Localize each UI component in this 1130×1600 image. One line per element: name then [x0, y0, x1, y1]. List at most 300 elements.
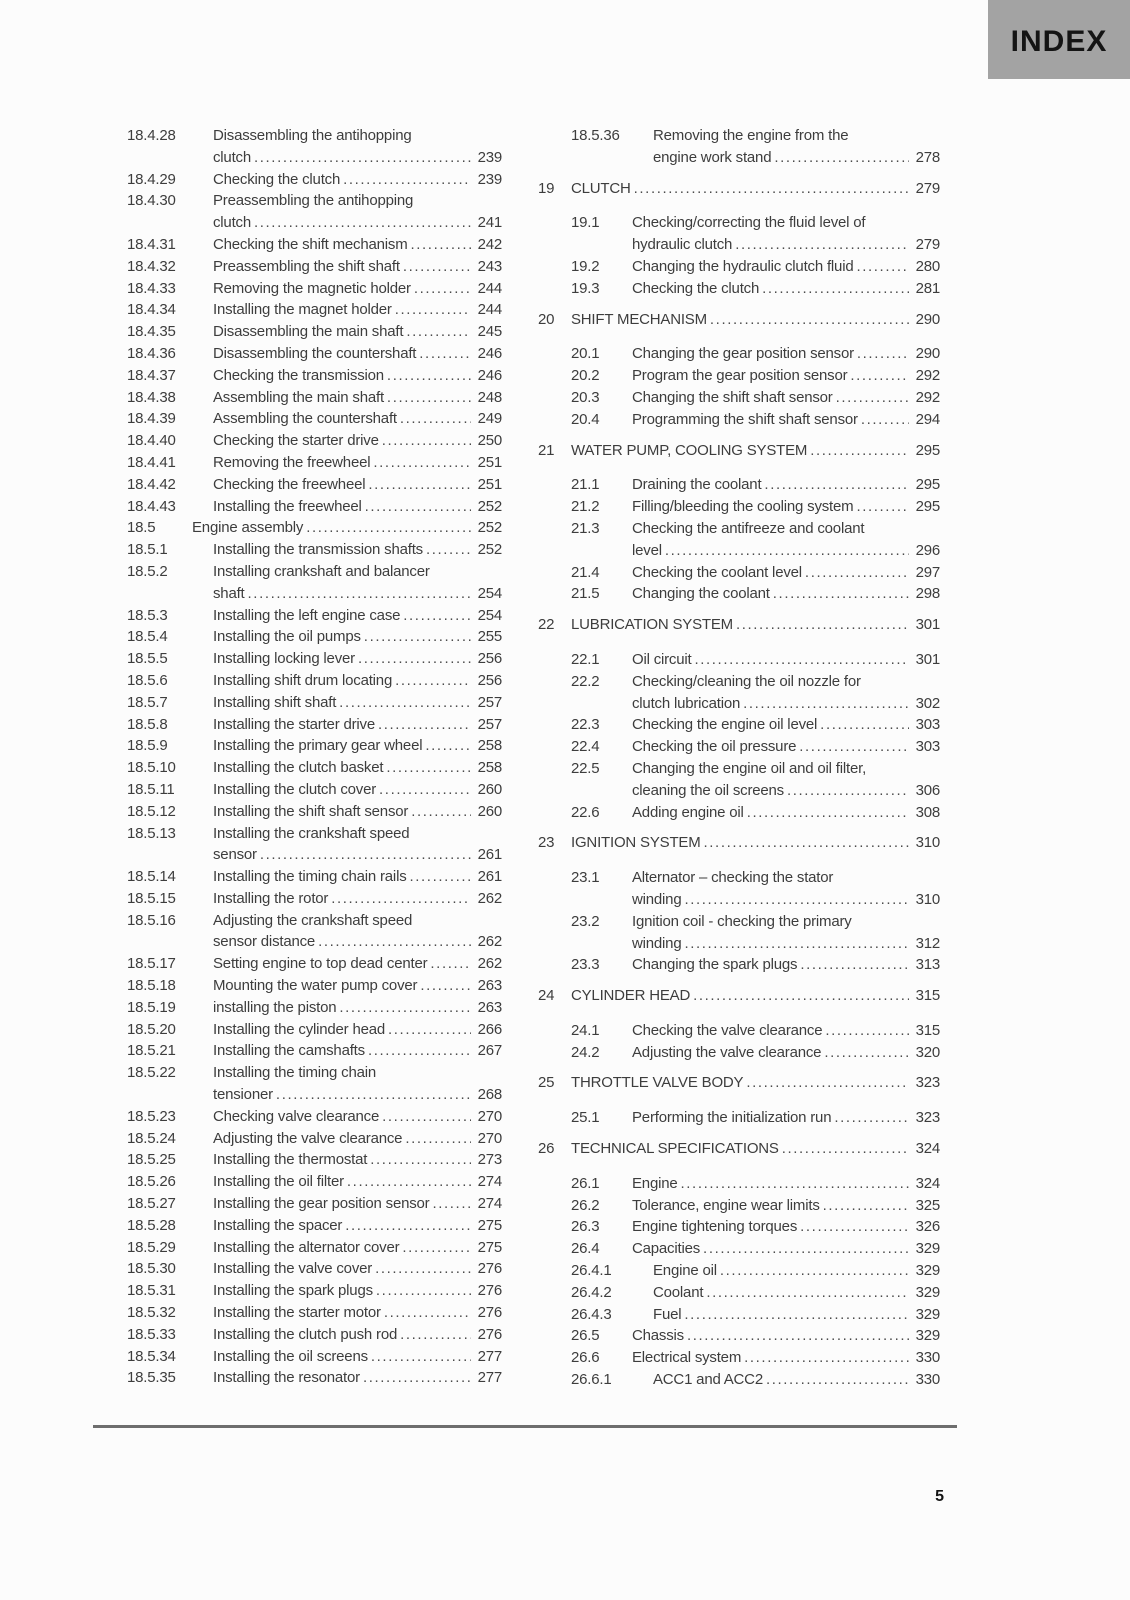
toc-entry-line — [213, 953, 502, 975]
toc-entry-page: 251 — [477, 453, 502, 471]
toc-entry-page: 242 — [477, 235, 502, 253]
leader-dots — [406, 321, 471, 343]
toc-entry — [127, 1128, 502, 1150]
leader-dots — [861, 409, 909, 431]
toc-entry-number: 18.4.40 — [127, 432, 176, 450]
toc-entry-page: 243 — [477, 257, 502, 275]
toc-entry — [538, 409, 940, 431]
leader-dots — [432, 1193, 471, 1215]
toc-entry-number: 18.5.25 — [127, 1151, 176, 1169]
toc-entry-number: 26 — [538, 1140, 555, 1158]
toc-entry-line — [213, 735, 502, 757]
leader-dots — [384, 1302, 471, 1324]
toc-entry-line — [213, 1040, 502, 1062]
toc-entry-line — [632, 409, 940, 431]
toc-entry — [538, 671, 940, 715]
toc-entry-line — [213, 539, 502, 561]
toc-entry-title: Installing the left engine case — [213, 606, 401, 624]
leader-dots — [850, 365, 909, 387]
toc-entry-body — [213, 626, 502, 648]
toc-entry-page: 245 — [477, 323, 502, 341]
toc-entry-line — [213, 408, 502, 430]
toc-entry-body — [632, 1042, 940, 1064]
toc-entry — [538, 1173, 940, 1195]
leader-dots — [403, 256, 471, 278]
toc-entry-page: 266 — [477, 1020, 502, 1038]
toc-entry-body — [632, 343, 940, 365]
toc-entry-number: 22.6 — [571, 803, 600, 821]
toc-entry-body — [213, 1193, 502, 1215]
toc-entry-body — [192, 517, 502, 539]
toc-entry-line — [571, 1138, 940, 1160]
toc-entry — [538, 1195, 940, 1217]
toc-entry-line — [632, 278, 940, 300]
toc-entry-body — [653, 1282, 940, 1304]
toc-entry-line — [213, 1280, 502, 1302]
leader-dots — [347, 1171, 471, 1193]
toc-entry-body — [653, 1260, 940, 1282]
toc-entry-page: 303 — [915, 738, 940, 756]
toc-entry-number: 18.5.10 — [127, 759, 176, 777]
leader-dots — [774, 147, 909, 169]
toc-entry — [538, 1282, 940, 1304]
leader-dots — [420, 975, 471, 997]
toc-entry-number: 18.4.28 — [127, 127, 176, 144]
toc-entry-line — [213, 430, 502, 452]
leader-dots — [405, 1128, 471, 1150]
toc-entry — [127, 1149, 502, 1171]
toc-entry-title: Installing the gear position sensor — [213, 1195, 430, 1213]
toc-entry-line — [213, 1346, 502, 1368]
toc-entry-number: 18.4.37 — [127, 366, 176, 384]
toc-entry-body — [571, 614, 940, 636]
toc-entry-body — [571, 1072, 940, 1094]
toc-entry-line — [632, 1238, 940, 1260]
toc-entry-page: 257 — [477, 693, 502, 711]
toc-entry-body — [632, 1173, 940, 1195]
leader-dots — [787, 780, 909, 802]
toc-entry — [127, 256, 502, 278]
toc-entry-title: sensor distance — [213, 933, 316, 951]
toc-entry-title: THROTTLE VALVE BODY — [571, 1074, 744, 1092]
toc-entry-title: Installing the oil filter — [213, 1173, 344, 1191]
toc-entry-number: 19.1 — [571, 214, 600, 232]
leader-dots — [395, 670, 471, 692]
toc-entry-page: 298 — [915, 585, 940, 603]
toc-entry — [127, 801, 502, 823]
toc-entry-title: Installing the shift shaft sensor — [213, 802, 409, 820]
toc-entry-line — [632, 649, 940, 671]
toc-entry-number: 26.1 — [571, 1174, 600, 1192]
leader-dots — [425, 735, 471, 757]
toc-entry-title: shaft — [213, 584, 245, 602]
leader-dots — [825, 1020, 909, 1042]
toc-entry-body — [213, 1367, 502, 1389]
toc-entry — [538, 758, 940, 802]
toc-entry-number: 22.2 — [571, 672, 600, 690]
toc-entry — [538, 256, 940, 278]
toc-entry-body — [632, 1020, 940, 1042]
toc-entry-page: 241 — [477, 214, 502, 232]
toc-entry-line — [213, 866, 502, 888]
toc-entry-number: 22 — [538, 616, 555, 634]
toc-entry-title: Installing the primary gear wheel — [213, 737, 423, 755]
leader-dots — [373, 452, 471, 474]
toc-entry-body — [213, 648, 502, 670]
toc-entry-body — [213, 561, 502, 605]
toc-entry-line — [213, 823, 502, 845]
toc-entry-body — [213, 169, 502, 191]
toc-entry-line — [632, 234, 940, 256]
toc-entry — [127, 539, 502, 561]
toc-entry — [127, 1019, 502, 1041]
toc-entry-line — [213, 692, 502, 714]
leader-dots — [856, 256, 909, 278]
toc-entry-body — [653, 1369, 940, 1391]
toc-entry-title: Installing the camshafts — [213, 1042, 365, 1060]
toc-entry-line — [213, 496, 502, 518]
toc-entry-line — [632, 387, 940, 409]
toc-entry-title: installing the piston — [213, 998, 337, 1016]
toc-entry-title: Changing the shift shaft sensor — [632, 388, 833, 406]
toc-entry-body — [632, 736, 940, 758]
toc-entry-line — [213, 931, 502, 953]
toc-entry-page: 239 — [477, 170, 502, 188]
leader-dots — [710, 309, 909, 331]
toc-entry-page: 323 — [915, 1074, 940, 1092]
toc-entry-number: 21.4 — [571, 563, 600, 581]
toc-entry-body — [213, 1237, 502, 1259]
toc-entry-page: 301 — [915, 616, 940, 634]
toc-entry-page: 262 — [477, 889, 502, 907]
toc-entry-title: Capacities — [632, 1240, 701, 1258]
toc-entry-page: 313 — [915, 956, 940, 974]
toc-entry-title: Installing the starter motor — [213, 1304, 381, 1322]
toc-entry-page: 310 — [915, 834, 940, 852]
toc-entry-number: 18.5.9 — [127, 737, 168, 755]
toc-entry-title: Checking/correcting the fluid level of — [632, 214, 866, 232]
toc-entry-line — [653, 1282, 940, 1304]
leader-dots — [810, 440, 909, 462]
toc-entry-title: LUBRICATION SYSTEM — [571, 616, 733, 634]
toc-entry-title: Filling/bleeding the cooling system — [632, 498, 854, 516]
toc-entry-line — [653, 1260, 940, 1282]
toc-entry — [127, 1367, 502, 1389]
toc-entry-line — [213, 321, 502, 343]
toc-entry-page: 278 — [915, 148, 940, 166]
toc-entry — [127, 343, 502, 365]
toc-entry-number: 26.6.1 — [571, 1371, 612, 1389]
leader-dots — [388, 1019, 471, 1041]
leader-dots — [856, 496, 909, 518]
toc-entry-line — [213, 387, 502, 409]
toc-entry-page: 279 — [915, 236, 940, 254]
toc-entry-title: Installing the crankshaft speed — [213, 824, 410, 842]
toc-entry-body — [213, 670, 502, 692]
toc-entry-number: 18.4.38 — [127, 388, 176, 406]
toc-entry-page: 274 — [477, 1195, 502, 1213]
toc-entry-page: 254 — [477, 584, 502, 602]
toc-entry-page: 302 — [915, 694, 940, 712]
toc-entry — [538, 387, 940, 409]
toc-entry-body — [571, 1138, 940, 1160]
toc-entry-title: Installing the transmission shafts — [213, 541, 423, 559]
toc-entry-title: Oil circuit — [632, 650, 692, 668]
toc-entry-number: 23.3 — [571, 956, 600, 974]
toc-entry — [538, 1072, 940, 1094]
toc-entry-line — [632, 693, 940, 715]
toc-entry-number: 18.5.6 — [127, 671, 168, 689]
toc-entry — [127, 670, 502, 692]
toc-entry-line — [213, 670, 502, 692]
toc-entry-number: 26.4.3 — [571, 1305, 612, 1323]
toc-entry-page: 276 — [477, 1282, 502, 1300]
leader-dots — [800, 954, 909, 976]
toc-entry-line — [653, 1304, 940, 1326]
toc-entry-number: 18.5.27 — [127, 1195, 176, 1213]
toc-entry-title: Checking the clutch — [213, 170, 341, 188]
toc-entry-number: 25 — [538, 1074, 555, 1092]
toc-entry-line — [653, 1369, 940, 1391]
leader-dots — [403, 605, 471, 627]
toc-entry-title: Installing the cylinder head — [213, 1020, 386, 1038]
toc-entry — [538, 1107, 940, 1129]
toc-entry — [127, 910, 502, 954]
toc-entry-number: 18.5.21 — [127, 1042, 176, 1060]
toc-entry-number: 25.1 — [571, 1109, 600, 1127]
toc-entry-page: 260 — [477, 802, 502, 820]
toc-entry-number: 18.5.28 — [127, 1216, 176, 1234]
toc-entry-number: 26.4.1 — [571, 1262, 612, 1280]
toc-entry — [127, 278, 502, 300]
toc-entry-line — [632, 802, 940, 824]
toc-entry-body — [632, 867, 940, 911]
toc-entry-body — [213, 910, 502, 954]
toc-entry-line — [213, 1215, 502, 1237]
toc-entry-title: Electrical system — [632, 1349, 742, 1367]
toc-entry-line — [571, 1072, 940, 1094]
index-tab — [988, 0, 1130, 79]
leader-dots — [684, 1304, 909, 1326]
toc-entry-page: 306 — [915, 781, 940, 799]
toc-entry-page: 262 — [477, 933, 502, 951]
toc-entry — [127, 125, 502, 169]
toc-entry-number: 24.1 — [571, 1021, 600, 1039]
toc-entry-page: 330 — [915, 1371, 940, 1389]
toc-entry-page: 244 — [477, 301, 502, 319]
toc-entry-line — [213, 365, 502, 387]
toc-entry — [127, 365, 502, 387]
toc-entry-line — [213, 801, 502, 823]
leader-dots — [704, 832, 909, 854]
toc-entry-page: 295 — [915, 498, 940, 516]
leader-dots — [419, 343, 471, 365]
leader-dots — [694, 649, 909, 671]
toc-entry-number: 18.4.31 — [127, 235, 176, 253]
toc-entry-page: 263 — [477, 998, 502, 1016]
toc-entry-title: clutch — [213, 148, 251, 166]
toc-entry-title: CYLINDER HEAD — [571, 987, 691, 1005]
toc-entry-number: 18.5.22 — [127, 1064, 176, 1082]
toc-entry-title: Installing the clutch cover — [213, 780, 377, 798]
toc-entry-title: winding — [632, 890, 682, 908]
leader-dots — [665, 540, 909, 562]
toc-entry-title: Adjusting the crankshaft speed — [213, 911, 413, 929]
index-tab-label: INDEX — [1010, 25, 1108, 58]
toc-entry-title: Ignition coil - checking the primary — [632, 912, 852, 930]
toc-entry-title: TECHNICAL SPECIFICATIONS — [571, 1140, 779, 1158]
toc-entry-title: Checking valve clearance — [213, 1107, 380, 1125]
toc-entry-page: 261 — [477, 868, 502, 886]
toc-entry-title: SHIFT MECHANISM — [571, 310, 707, 328]
toc-entry-title: hydraulic clutch — [632, 236, 733, 254]
toc-entry-body — [213, 1258, 502, 1280]
toc-entry-line — [632, 212, 940, 234]
toc-entry-number: 18.5.2 — [127, 562, 168, 580]
toc-entry-body — [632, 802, 940, 824]
toc-entry-title: Removing the freewheel — [213, 453, 371, 471]
leader-dots — [805, 562, 909, 584]
toc-entry-page: 297 — [915, 563, 940, 581]
toc-entry-number: 18.5.7 — [127, 693, 168, 711]
toc-entry-title: Installing the valve cover — [213, 1260, 373, 1278]
toc-entry-title: Draining the coolant — [632, 476, 762, 494]
toc-entry-number: 18.5.29 — [127, 1238, 176, 1256]
toc-entry — [127, 757, 502, 779]
leader-dots — [836, 387, 909, 409]
toc-entry-body — [213, 299, 502, 321]
toc-entry-line — [213, 190, 502, 212]
toc-entry-line — [213, 888, 502, 910]
leader-dots — [681, 1173, 909, 1195]
leader-dots — [746, 1072, 909, 1094]
toc-entry-title: Assembling the countershaft — [213, 410, 397, 428]
leader-dots — [382, 1106, 471, 1128]
toc-entry-body — [213, 735, 502, 757]
toc-entry-line — [213, 452, 502, 474]
toc-entry-number: 20 — [538, 310, 555, 328]
toc-entry — [127, 692, 502, 714]
toc-entry-line — [632, 1173, 940, 1195]
leader-dots — [834, 1107, 909, 1129]
toc-entry — [538, 583, 940, 605]
toc-entry — [538, 714, 940, 736]
toc-entry-line — [632, 583, 940, 605]
toc-entry-page: 256 — [477, 671, 502, 689]
toc-entry-title: Checking/cleaning the oil nozzle for — [632, 672, 861, 690]
toc-entry-number: 18.4.41 — [127, 453, 176, 471]
toc-entry-body — [213, 823, 502, 867]
toc-entry-page: 239 — [477, 148, 502, 166]
toc-entry-line — [632, 671, 940, 693]
leader-dots — [414, 278, 471, 300]
toc-entry-title: Checking the freewheel — [213, 475, 366, 493]
toc-entry-body — [571, 832, 940, 854]
toc-entry-title: Tolerance, engine wear limits — [632, 1196, 820, 1214]
toc-entry-title: Installing the clutch push rod — [213, 1325, 398, 1343]
toc-entry-page: 276 — [477, 1260, 502, 1278]
toc-entry-page: 329 — [915, 1327, 940, 1345]
toc-entry — [538, 1138, 940, 1160]
toc-entry-line — [213, 1171, 502, 1193]
toc-entry-number: 26.3 — [571, 1218, 600, 1236]
toc-entry-line — [213, 147, 502, 169]
toc-entry-title: Checking the antifreeze and coolant — [632, 519, 865, 537]
toc-entry-line — [192, 517, 502, 539]
toc-entry-number: 19 — [538, 179, 555, 197]
toc-entry-title: Changing the hydraulic clutch fluid — [632, 257, 854, 275]
toc-entry-line — [213, 256, 502, 278]
toc-entry-title: Installing shift shaft — [213, 693, 337, 711]
toc-entry-number: 18.5.13 — [127, 824, 176, 842]
leader-dots — [430, 953, 471, 975]
toc-entry-body — [213, 1040, 502, 1062]
toc-entry — [127, 735, 502, 757]
toc-entry-page: 246 — [477, 366, 502, 384]
toc-entry-title: tensioner — [213, 1086, 273, 1104]
toc-entry-title: Changing the engine oil and oil filter, — [632, 759, 867, 777]
toc-entry-number: 26.2 — [571, 1196, 600, 1214]
toc-entry-page: 294 — [915, 410, 940, 428]
toc-entry-line — [632, 867, 940, 889]
leader-dots — [411, 801, 471, 823]
leader-dots — [824, 1042, 909, 1064]
leader-dots — [387, 387, 471, 409]
toc-entry-number: 18.5.5 — [127, 650, 168, 668]
toc-entry — [127, 474, 502, 496]
toc-entry — [127, 953, 502, 975]
toc-entry-line — [632, 1195, 940, 1217]
toc-entry-body — [213, 997, 502, 1019]
toc-entry-title: Installing the clutch basket — [213, 759, 384, 777]
leader-dots — [762, 278, 909, 300]
toc-entry-number: 18.5.26 — [127, 1173, 176, 1191]
leader-dots — [744, 1347, 909, 1369]
toc-entry-body — [213, 190, 502, 234]
toc-entry-title: Engine tightening torques — [632, 1218, 798, 1236]
toc-entry-number: 22.3 — [571, 716, 600, 734]
leader-dots — [386, 757, 471, 779]
toc-entry — [127, 1040, 502, 1062]
leader-dots — [747, 802, 909, 824]
toc-entry-number: 20.2 — [571, 367, 600, 385]
toc-entry-page: 275 — [477, 1238, 502, 1256]
leader-dots — [358, 648, 471, 670]
toc-entry — [127, 169, 502, 191]
toc-entry-number: 22.4 — [571, 738, 600, 756]
toc-entry — [538, 802, 940, 824]
leader-dots — [363, 1367, 471, 1389]
toc-entry-page: 315 — [915, 1021, 940, 1039]
leader-dots — [376, 1280, 471, 1302]
toc-entry-line — [213, 1062, 502, 1084]
leader-dots — [331, 888, 471, 910]
leader-dots — [720, 1260, 909, 1282]
toc-entry-line — [213, 714, 502, 736]
leader-dots — [766, 1369, 909, 1391]
toc-entry-line — [632, 1216, 940, 1238]
leader-dots — [400, 1324, 471, 1346]
toc-entry — [127, 1215, 502, 1237]
toc-entry-page: 329 — [915, 1262, 940, 1280]
toc-entry-line — [632, 1020, 940, 1042]
toc-entry-page: 330 — [915, 1349, 940, 1367]
toc-entry-page: 273 — [477, 1151, 502, 1169]
toc-entry — [538, 474, 940, 496]
toc-entry-page: 270 — [477, 1129, 502, 1147]
toc-entry-line — [213, 1128, 502, 1150]
toc-entry — [127, 1258, 502, 1280]
